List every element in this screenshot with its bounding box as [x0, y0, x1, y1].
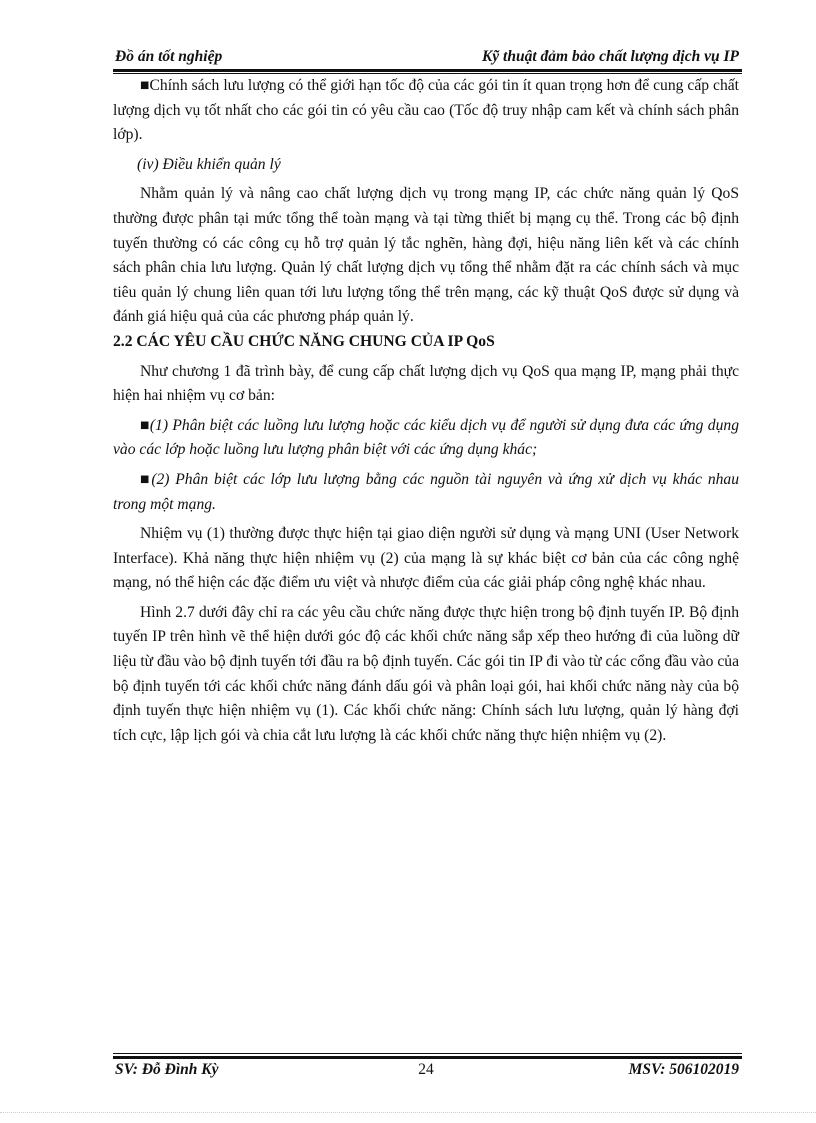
- paragraph-figure-2-7: Hình 2.7 dưới đây chỉ ra các yêu cầu chức năng được thực hiện trong bộ định tuyến IP. Bộ định tuyến IP trên hình vẽ thể hiện dưới góc độ các khối chức năng sắp xếp theo hướng đi của luồng dữ liệu từ đầu vào bộ định tuyến tới đầu ra bộ định tuyến. Các gói tin IP đi vào từ các cổng đầu vào của bộ định tuyến tới các khối chức năng đánh dấu gói và phân loại gói, hai khối chức năng này của bộ định tuyến thực hiện nhiệm vụ (1). Các khối chức năng: Chính sách lưu lượng, quản lý hàng đợi tích cực, lập lịch gói và chia cắt lưu lượng là các khối chức năng thực hiện nhiệm vụ (2).: [113, 603, 739, 744]
- header-right-title: Kỹ thuật đảm bảo chất lượng dịch vụ IP: [481, 48, 739, 65]
- section-heading: 2.2 CÁC YÊU CẦU CHỨC NĂNG CHUNG CỦA IP QoS: [113, 332, 495, 350]
- sub-heading-management-control: (iv) Điều khiển quản lý: [137, 155, 281, 173]
- bullet-square-icon: ■: [140, 470, 152, 488]
- footer-rule-thin: [113, 1053, 742, 1054]
- paragraph-bullet-policy: [113, 74, 739, 148]
- paragraph-uni: Nhiệm vụ (1) thường được thực hiện tại giao diện người sử dụng và mạng UNI (User Network Interface). Khả năng thực hiện nhiệm vụ (2) của mạng là sự khác biệt cơ bản của các công nghệ mạng, nó thể hiện các đặc điểm ưu việt và nhược điểm của các giải pháp công nghệ khác nhau.: [113, 525, 739, 592]
- footer-student-id: MSV: 506102019: [628, 1061, 739, 1078]
- header-left-title: Đồ án tốt nghiệp: [115, 48, 223, 65]
- footer-rule-thick: [113, 1056, 742, 1059]
- paragraph-intro-tasks: Như chương 1 đã trình bày, để cung cấp chất lượng dịch vụ QoS qua mạng IP, mạng phải thực hiện hai nhiệm vụ cơ bản:: [113, 362, 739, 405]
- bullet-text: (2) Phân biệt các lớp lưu lượng bằng các nguồn tài nguyên và ứng xử dịch vụ khác nhau trong một mạng.: [113, 470, 740, 513]
- bullet-square-icon: ■: [140, 77, 150, 94]
- paragraph-management: Nhằm quản lý và nâng cao chất lượng dịch vụ trong mạng IP, các chức năng quản lý QoS thường được phân tại mức tổng thể toàn mạng và tại từng thiết bị mạng cụ thể. Trong các bộ định tuyến thường có các công cụ hỗ trợ quản lý tắc nghẽn, hàng đợi, hiệu năng liên kết và các chính sách phân chia lưu lượng. Quản lý chất lượng dịch vụ tổng thể nhằm đặt ra các chính sách và mục tiêu quản lý chung liên quan tới lưu lượng tổng thể trên mạng, các kỹ thuật QoS được sử dụng và đánh giá hiệu quả của các phương pháp quản lý.: [113, 185, 739, 326]
- bullet-square-icon: ■: [140, 416, 150, 434]
- page-number: 24: [418, 1061, 434, 1078]
- page-footer: [113, 1061, 739, 1083]
- bullet-task-2: [113, 468, 739, 517]
- paragraph-text: Chính sách lưu lượng có thể giới hạn tốc độ của các gói tin ít quan trọng hơn để cung cấp chất lượng dịch vụ tốt nhất cho các gói tin có yêu cầu cao (Tốc độ truy nhập cam kết và chính sách phân lớp).: [113, 77, 739, 144]
- footer-student-name: SV: Đỗ Đình Kỳ: [115, 1061, 219, 1078]
- bullet-task-1: [113, 414, 739, 463]
- page-bottom-border: [0, 1112, 816, 1113]
- header-rule-thick: [113, 69, 742, 72]
- page-header: [113, 48, 739, 70]
- bullet-text: (1) Phân biệt các luồng lưu lượng hoặc các kiểu dịch vụ để người sử dụng đưa các ứng dụng vào các lớp hoặc luồng lưu lượng phân biệt với các ứng dụng khác;: [113, 416, 739, 459]
- page-body: [113, 74, 739, 748]
